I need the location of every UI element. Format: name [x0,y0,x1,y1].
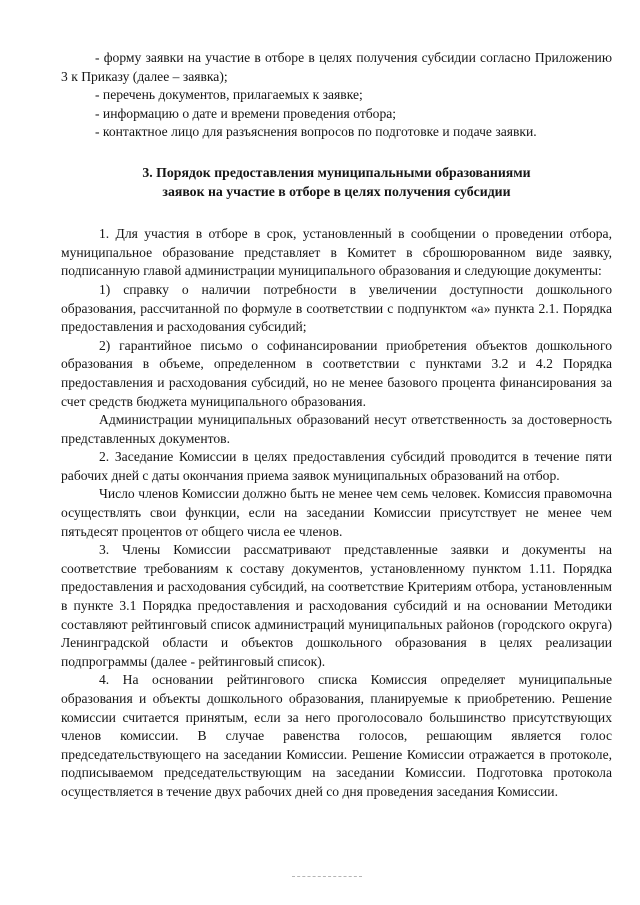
intro-selection-datetime: - информацию о дате и времени проведения отбора; [95,105,397,121]
paragraph-2-quorum: Число членов Комиссии должно быть не менее чем семь человек. Комиссия правомочна осуществлять свои функции, если на заседании Комиссии присутствует не менее чем пятьдесят процентов от общего числа ее членов. [61,486,612,539]
scan-artifact-line [292,876,362,878]
intro-documents-list: - перечень документов, прилагаемых к заявке; [95,87,363,103]
intro-application-form: - форму заявки на участие в отборе в целях получения субсидии согласно Приложению 3 к Приказу (далее – заявка); [61,50,612,84]
paragraph-1-item-1: 1) справку о наличии потребности в увеличении доступности дошкольного образования, рассчитанной по формуле в соответствии с подпунктом «а» пункта 2.1. Порядка предоставления и расходования субсидий; [61,281,612,335]
section-3-heading-line2: заявок на участие в отборе в целях получения субсидии [162,183,511,199]
document-body [61,49,612,802]
section-3-heading [61,164,612,201]
paragraph-3: 3. Члены Комиссии рассматривают представленные заявки и документы на соответствие требованиям к составу документов, установленному пунктом 1.11. Порядка предоставления и расходования субсидий, на соответствие Критериям отбора, установленным в пункте 3.1 Порядка предоставления и расходования субсидий и на основании Методики составляют рейтинговый список администраций муниципальных районов (городского округа) Ленинградской области и объектов дошкольного образования в целях реализации подпрограммы (далее - рейтинговый список). [61,542,612,669]
paragraph-1-responsibility: Администрации муниципальных образований несут ответственность за достоверность представленных документов. [61,412,612,446]
intro-contact-person: - контактное лицо для разъяснения вопросов по подготовке и подаче заявки. [95,124,537,140]
paragraph-4: 4. На основании рейтингового списка Комиссия определяет муниципальные образования и объекты дошкольного образования, планируемые к приобретению. Решение комиссии считается принятым, если за него проголосовало большинство присутствующих членов комиссии. В случае равенства голосов, решающим является голос председательствующего на заседании Комиссии. Решение Комиссии отражается в протоколе, подписываемом председательствующим на заседании Комиссии. Подготовка протокола осуществляется в течение двух рабочих дней со дня проведения заседания Комиссии. [61,672,612,799]
paragraph-1: 1. Для участия в отборе в срок, установленный в сообщении о проведении отбора, муниципальное образование представляет в Комитет в сброшюрованном виде заявку, подписанную главой администрации муниципального образования и следующие документы: [61,226,612,279]
paragraph-1-item-2: 2) гарантийное письмо о софинансировании приобретения объектов дошкольного образования в объеме, определенном в соответствии с пунктами 3.2 и 4.2 Порядка предоставления и расходования субсидий, но не менее базового процента финансирования за счет средств бюджета муниципального образования. [61,337,612,409]
paragraph-2: 2. Заседание Комиссии в целях предоставления субсидий проводится в течение пяти рабочих дней с даты окончания приема заявок муниципальных образований на отбор. [61,449,612,483]
section-3-heading-line1: 3. Порядок предоставления муниципальными образованиями [142,164,531,180]
